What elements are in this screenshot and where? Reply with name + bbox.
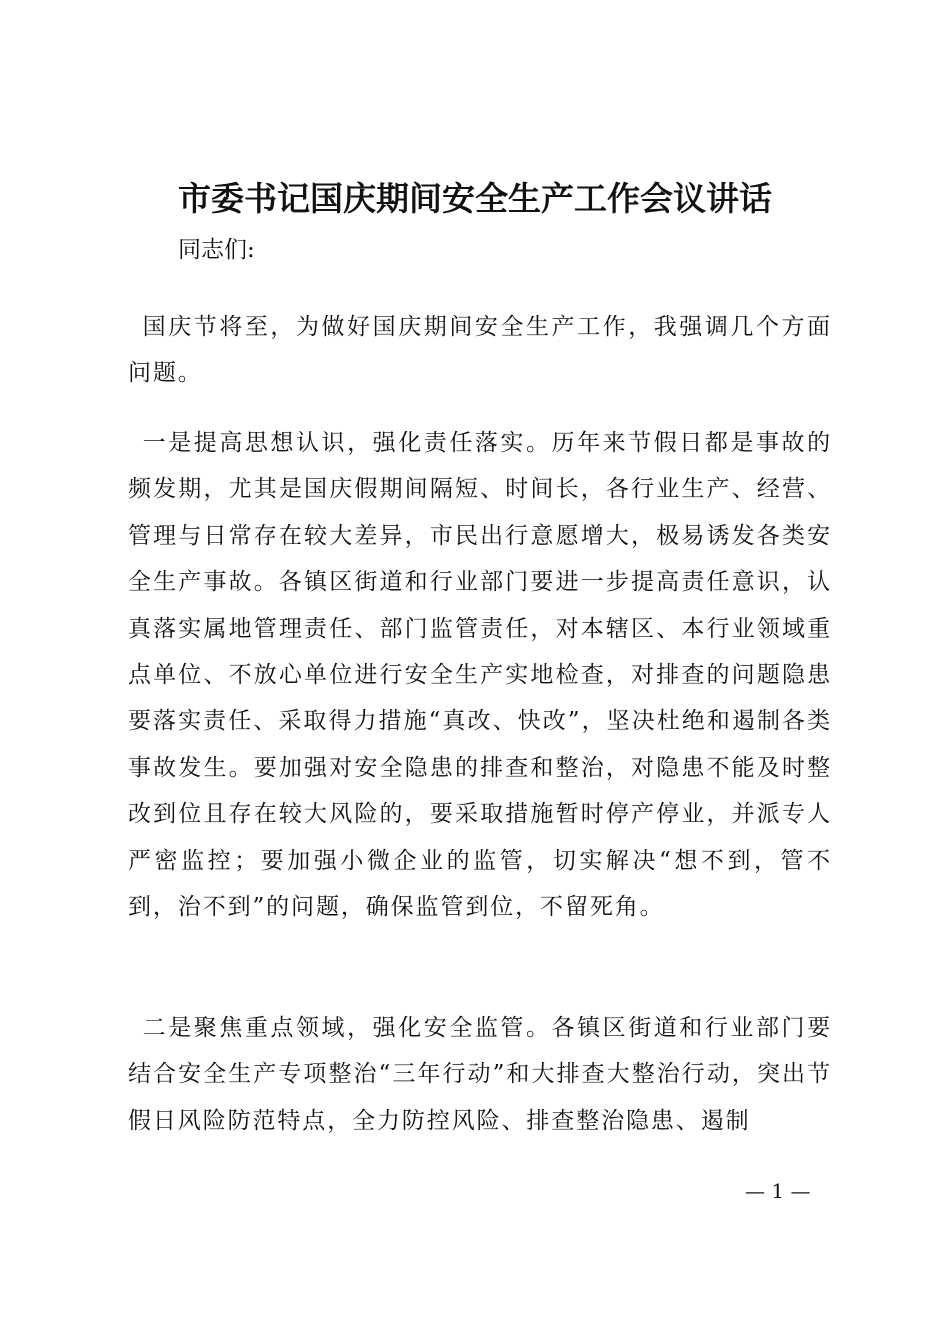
page-number: — 1 — [745,1179,811,1203]
paragraph-text: 一是提高思想认识，强化责任落实。历年来节假日都是事故的频发期，尤其是国庆假期间隔短、时间长，各行业生产、经营、管理与日常存在较大差异，市民出行意愿增大，极易诱发各类安全生产事故。各镇区街道和行业部门要进一步提高责任意识，认真落实属地管理责任、部门监管责任，对本辖区、本行业领域重点单位、不放心单位进行安全生产实地检查，对排查的问题隐患要落实责任、采取得力措施“真改、快改”，坚决杜绝和遏制各类事故发生。要加强对安全隐患的排查和整治，对隐患不能及时整改到位且存在较大风险的，要采取措施暂时停产停业，并派专人严密监控；要加强小微企业的监管，切实解决“想不到，管不到，治不到”的问题，确保监管到位，不留死角。 [128,430,832,921]
salutation: 同志们: [178,237,255,263]
paragraph-point-two [128,1005,832,1144]
paragraph-point-one [128,420,832,930]
paragraph-text: 二是聚焦重点领域，强化安全监管。各镇区街道和行业部门要结合安全生产专项整治“三年行动”和大排查大整治行动，突出节假日风险防范特点，全力防控风险、排查整治隐患、遏制 [128,1015,832,1134]
document-title: 市委书记国庆期间安全生产工作会议讲话 [178,179,772,218]
paragraph-intro [128,304,832,397]
paragraph-text: 国庆节将至，为做好国庆期间安全生产工作，我强调几个方面问题。 [128,314,832,387]
